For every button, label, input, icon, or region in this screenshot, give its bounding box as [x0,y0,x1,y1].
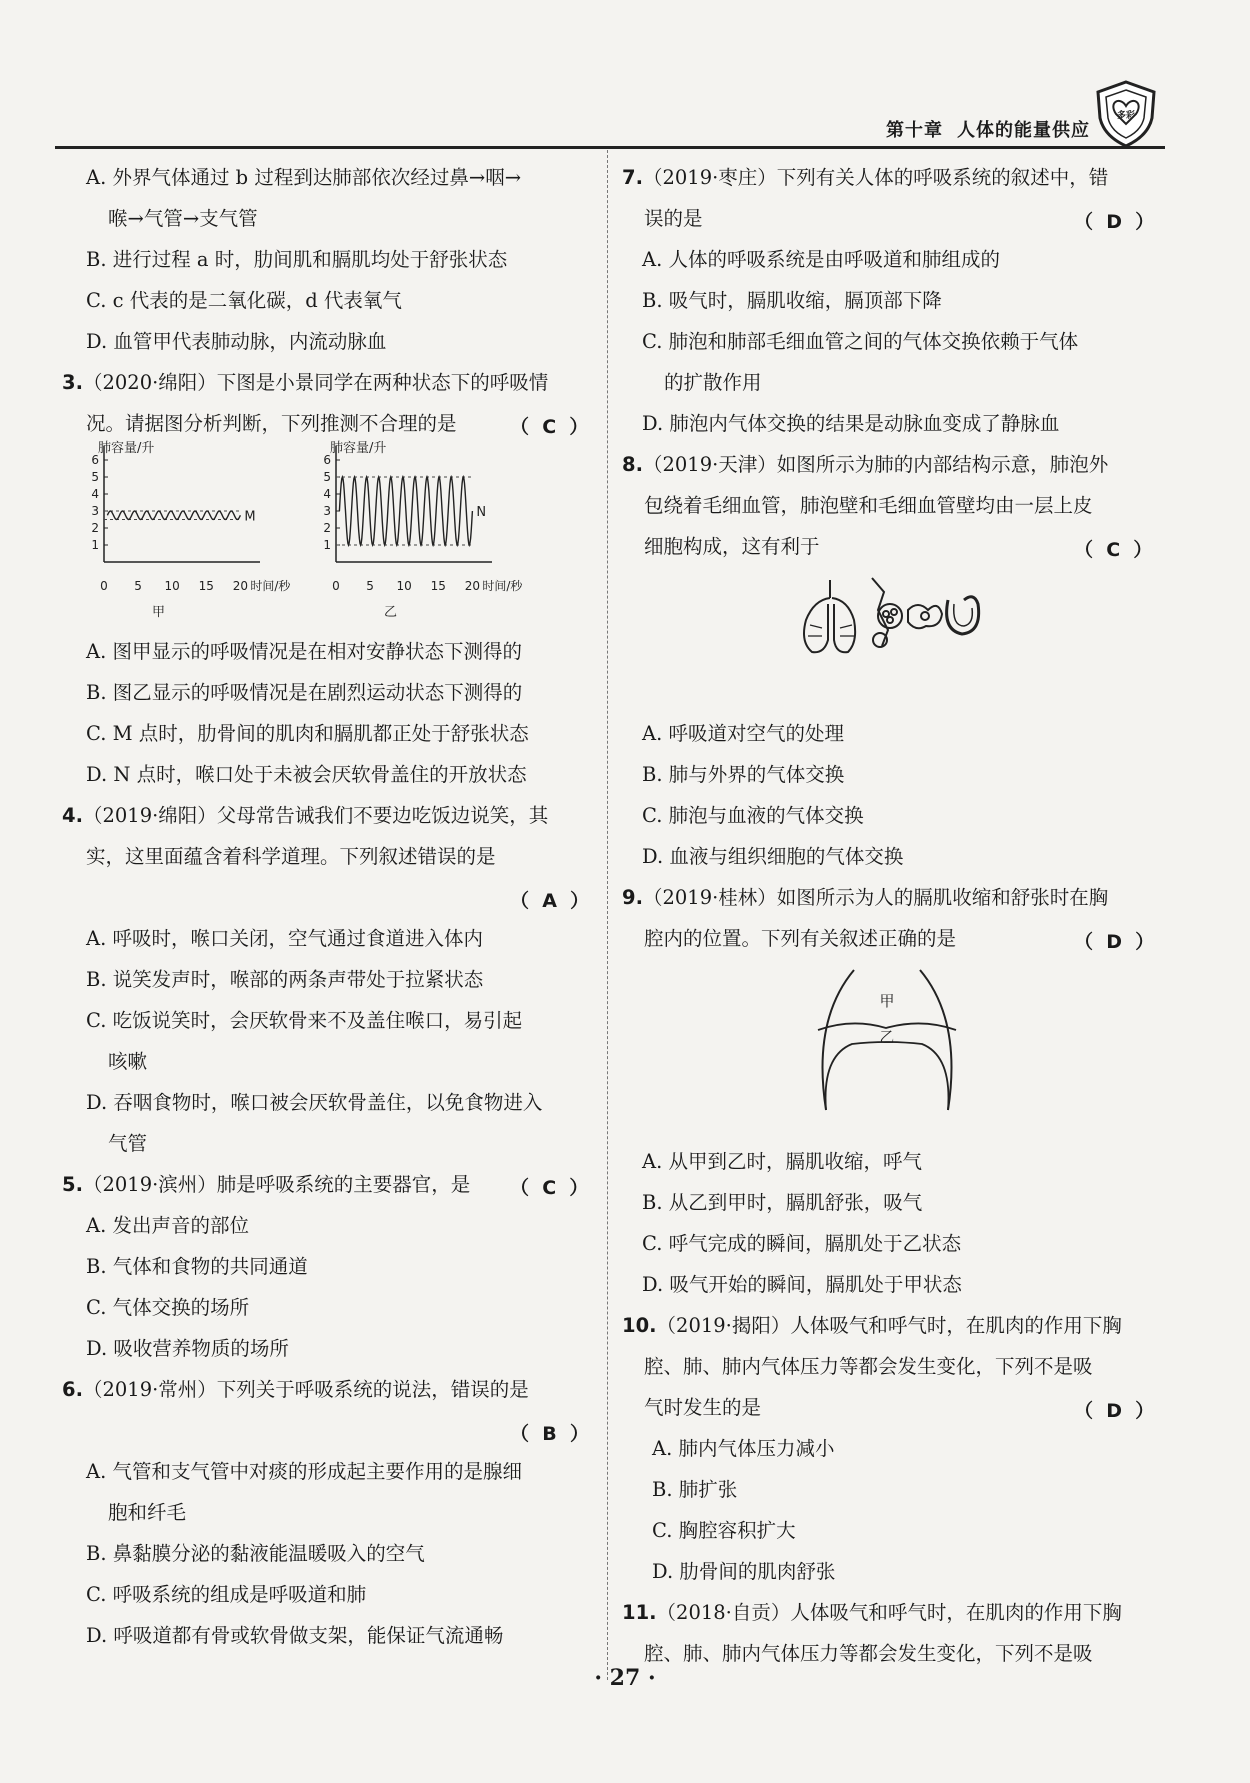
question-number: 4. [62,804,83,827]
capillary-icon [947,597,979,634]
question-number: 10. [622,1314,657,1337]
x-axis-label: 时间/秒 [482,579,523,593]
text-line: 腔内的位置。下列有关叙述正确的是 [644,927,957,950]
x-tick-label: 15 [198,579,214,593]
text-line: D. 血管甲代表肺动脉，内流动脉血 [86,330,387,353]
text-line: C. c 代表的是二氧化碳，d 代表氧气 [86,289,402,312]
question-stem [62,1173,470,1197]
x-tick-label: 20 [232,579,249,593]
question-text: （2019·枣庄）下列有关人体的呼吸系统的叙述中，错 [642,166,1109,189]
label-yi: 乙 [879,1028,895,1046]
question-text: 况。请据图分析判断，下列推测不合理的是 [86,412,457,435]
text-line: C. 胸腔容积扩大 [652,1519,796,1542]
chart-jia [91,440,291,620]
question-text: （2019·桂林）如图所示为人的膈肌收缩和舒张时在胸 [642,886,1109,909]
question-stem [62,371,548,395]
question-stem [62,804,548,828]
text-line: A. 气管和支气管中对痰的形成起主要作用的是腺细 [86,1460,522,1483]
y-tick-label: 4 [91,487,99,501]
diaphragm-contracted [826,1042,949,1110]
text-line: C. M 点时，肋骨间的肌肉和膈肌都正处于舒张状态 [86,722,529,745]
y-tick-label: 5 [91,470,99,484]
answer-bracket: （ C ） [510,416,589,438]
question-text: （2018·自贡）人体吸气和呼气时，在肌肉的作用下胸 [656,1601,1122,1624]
x-axis-label: 时间/秒 [250,579,291,593]
text-line: A. 人体的呼吸系统是由呼吸道和肺组成的 [642,248,1000,271]
x-tick-label: 5 [366,579,374,593]
chart-caption: 乙 [384,605,398,620]
page-header [55,98,1165,149]
question-text: （2019·常州）下列关于呼吸系统的说法，错误的是 [82,1378,529,1401]
question-text: （2019·滨州）肺是呼吸系统的主要器官，是 [82,1173,471,1196]
question-stem [622,886,1108,910]
question-stem [622,1314,1122,1338]
answer-bracket: （ A ） [510,890,590,912]
text-line: A. 肺内气体压力减小 [652,1437,835,1460]
question-number: 8. [622,453,643,476]
text-line: A. 发出声音的部位 [86,1214,249,1237]
alveolus-icon [908,605,942,628]
text-line: D. 呼吸道都有骨或软骨做支架，能保证气流通畅 [86,1624,504,1647]
text-line: B. 说笑发声时，喉部的两条声带处于拉紧状态 [86,968,484,991]
svg-text:多彩: 多彩 [1116,111,1136,121]
lungs-icon [804,580,855,652]
question-stem [622,1601,1122,1625]
text-line: 的扩散作用 [664,371,762,394]
text-line: 气管 [108,1132,148,1155]
text-line: A. 呼吸道对空气的处理 [642,722,844,745]
y-axis-label: 肺容量/升 [98,441,155,456]
question-number: 9. [622,886,643,909]
question-stem [622,166,1108,190]
breathing-charts [82,440,552,620]
column-divider [607,150,608,1680]
text-line: D. 吸收营养物质的场所 [86,1337,289,1360]
text-line: B. 肺扩张 [652,1478,738,1501]
text-line: A. 呼吸时，喉口关闭，空气通过食道进入体内 [86,927,483,950]
y-axis-label: 肺容量/升 [330,441,387,456]
breathing-curve [107,511,240,520]
point-label: M [244,509,256,525]
text-line: 腔、肺、肺内气体压力等都会发生变化，下列不是吸 [644,1355,1093,1378]
breathing-curve [339,477,472,545]
answer-bracket: （ D ） [1074,211,1155,233]
text-line: D. 吞咽食物时，喉口被会厌软骨盖住，以免食物进入 [86,1091,543,1114]
text-line: 气时发生的是 [644,1396,762,1419]
answer-bracket: （ B ） [510,1423,589,1445]
question-text: （2019·天津）如图所示为肺的内部结构示意，肺泡外 [642,453,1109,476]
text-line: 实，这里面蕴含着科学道理。下列叙述错误的是 [86,845,496,868]
text-line: B. 进行过程 a 时，肋间肌和膈肌均处于舒张状态 [86,248,508,271]
lung-structure-figure [792,570,992,660]
question-stem [62,1378,529,1402]
question-number: 5. [62,1173,83,1196]
x-tick-label: 15 [430,579,446,593]
bronchiole-icon [872,578,902,647]
question-stem [622,453,1108,477]
text-line: D. N 点时，喉口处于未被会厌软骨盖住的开放状态 [86,763,527,786]
text-line: B. 从乙到甲时，膈肌舒张，吸气 [642,1191,923,1214]
diaphragm-figure [812,960,962,1120]
text-line: D. 血液与组织细胞的气体交换 [642,845,904,868]
question-text: （2019·揭阳）人体吸气和呼气时，在肌肉的作用下胸 [656,1314,1122,1337]
question-number: 6. [62,1378,83,1401]
x-tick-label: 10 [396,579,412,593]
x-tick-label: 0 [100,579,108,593]
question-number: 7. [622,166,643,189]
text-line: B. 肺与外界的气体交换 [642,763,845,786]
chapter-heading [872,116,1090,142]
text-line: 咳嗽 [108,1050,148,1073]
text-line: A. 从甲到乙时，膈肌收缩，呼气 [642,1150,922,1173]
text-line: D. 吸气开始的瞬间，膈肌处于甲状态 [642,1273,962,1296]
answer-bracket: （ D ） [1074,1400,1155,1422]
text-line: 包绕着毛细血管，肺泡壁和毛细血管壁均由一层上皮 [644,494,1093,517]
page-number: · 27 · [594,1665,656,1691]
publisher-logo-icon [1090,78,1162,150]
text-line: C. 肺泡与血液的气体交换 [642,804,864,827]
text-line: 细胞构成，这有利于 [644,535,820,558]
y-tick-label: 1 [323,538,331,552]
x-tick-label: 10 [164,579,180,593]
text-line: B. 图乙显示的呼吸情况是在剧烈运动状态下测得的 [86,681,523,704]
answer-bracket: （ C ） [1074,539,1153,561]
text-line: 喉→气管→支气管 [108,207,258,230]
answer-bracket: （ D ） [1074,931,1155,953]
text-line: B. 鼻黏膜分泌的黏液能温暖吸入的空气 [86,1542,425,1565]
y-tick-label: 3 [323,504,331,518]
text-line: C. 肺泡和肺部毛细血管之间的气体交换依赖于气体 [642,330,1079,353]
question-text: （2020·绵阳）下图是小景同学在两种状态下的呼吸情 [82,371,549,394]
y-tick-label: 4 [323,487,331,501]
y-tick-label: 6 [91,453,99,467]
chart-caption: 甲 [152,605,166,620]
y-tick-label: 5 [323,470,331,484]
answer-bracket: （ C ） [510,1177,589,1199]
text-line: 胞和纤毛 [108,1501,187,1524]
text-line: C. 呼气完成的瞬间，膈肌处于乙状态 [642,1232,962,1255]
question-number: 3. [62,371,83,394]
text-line: A. 外界气体通过 b 过程到达肺部依次经过鼻→咽→ [86,166,522,189]
chapter-number: 第十章 [886,120,943,141]
text-line: 误的是 [644,207,703,230]
chapter-title: 人体的能量供应 [957,120,1090,141]
text-line: A. 图甲显示的呼吸情况是在相对安静状态下测得的 [86,640,522,663]
chart-yi [323,440,523,620]
label-jia: 甲 [879,992,895,1010]
y-tick-label: 2 [323,521,331,535]
text-line: D. 肺泡内气体交换的结果是动脉血变成了静脉血 [642,412,1060,435]
question-stem [86,412,457,436]
y-tick-label: 2 [91,521,99,535]
text-line: 腔、肺、肺内气体压力等都会发生变化，下列不是吸 [644,1642,1093,1665]
x-tick-label: 20 [464,579,481,593]
text-line: B. 气体和食物的共同通道 [86,1255,308,1278]
text-line: C. 吃饭说笑时，会厌软骨来不及盖住喉口，易引起 [86,1009,523,1032]
question-text: （2019·绵阳）父母常告诫我们不要边吃饭边说笑，其 [82,804,549,827]
text-line: D. 肋骨间的肌肉舒张 [652,1560,836,1583]
point-label: N [476,505,487,520]
text-line: C. 呼吸系统的组成是呼吸道和肺 [86,1583,367,1606]
x-tick-label: 0 [332,579,340,593]
question-number: 11. [622,1601,657,1624]
y-tick-label: 1 [91,538,99,552]
y-tick-label: 3 [91,504,99,518]
y-tick-label: 6 [323,453,331,467]
text-line: B. 吸气时，膈肌收缩，膈顶部下降 [642,289,942,312]
text-line: C. 气体交换的场所 [86,1296,250,1319]
x-tick-label: 5 [134,579,142,593]
